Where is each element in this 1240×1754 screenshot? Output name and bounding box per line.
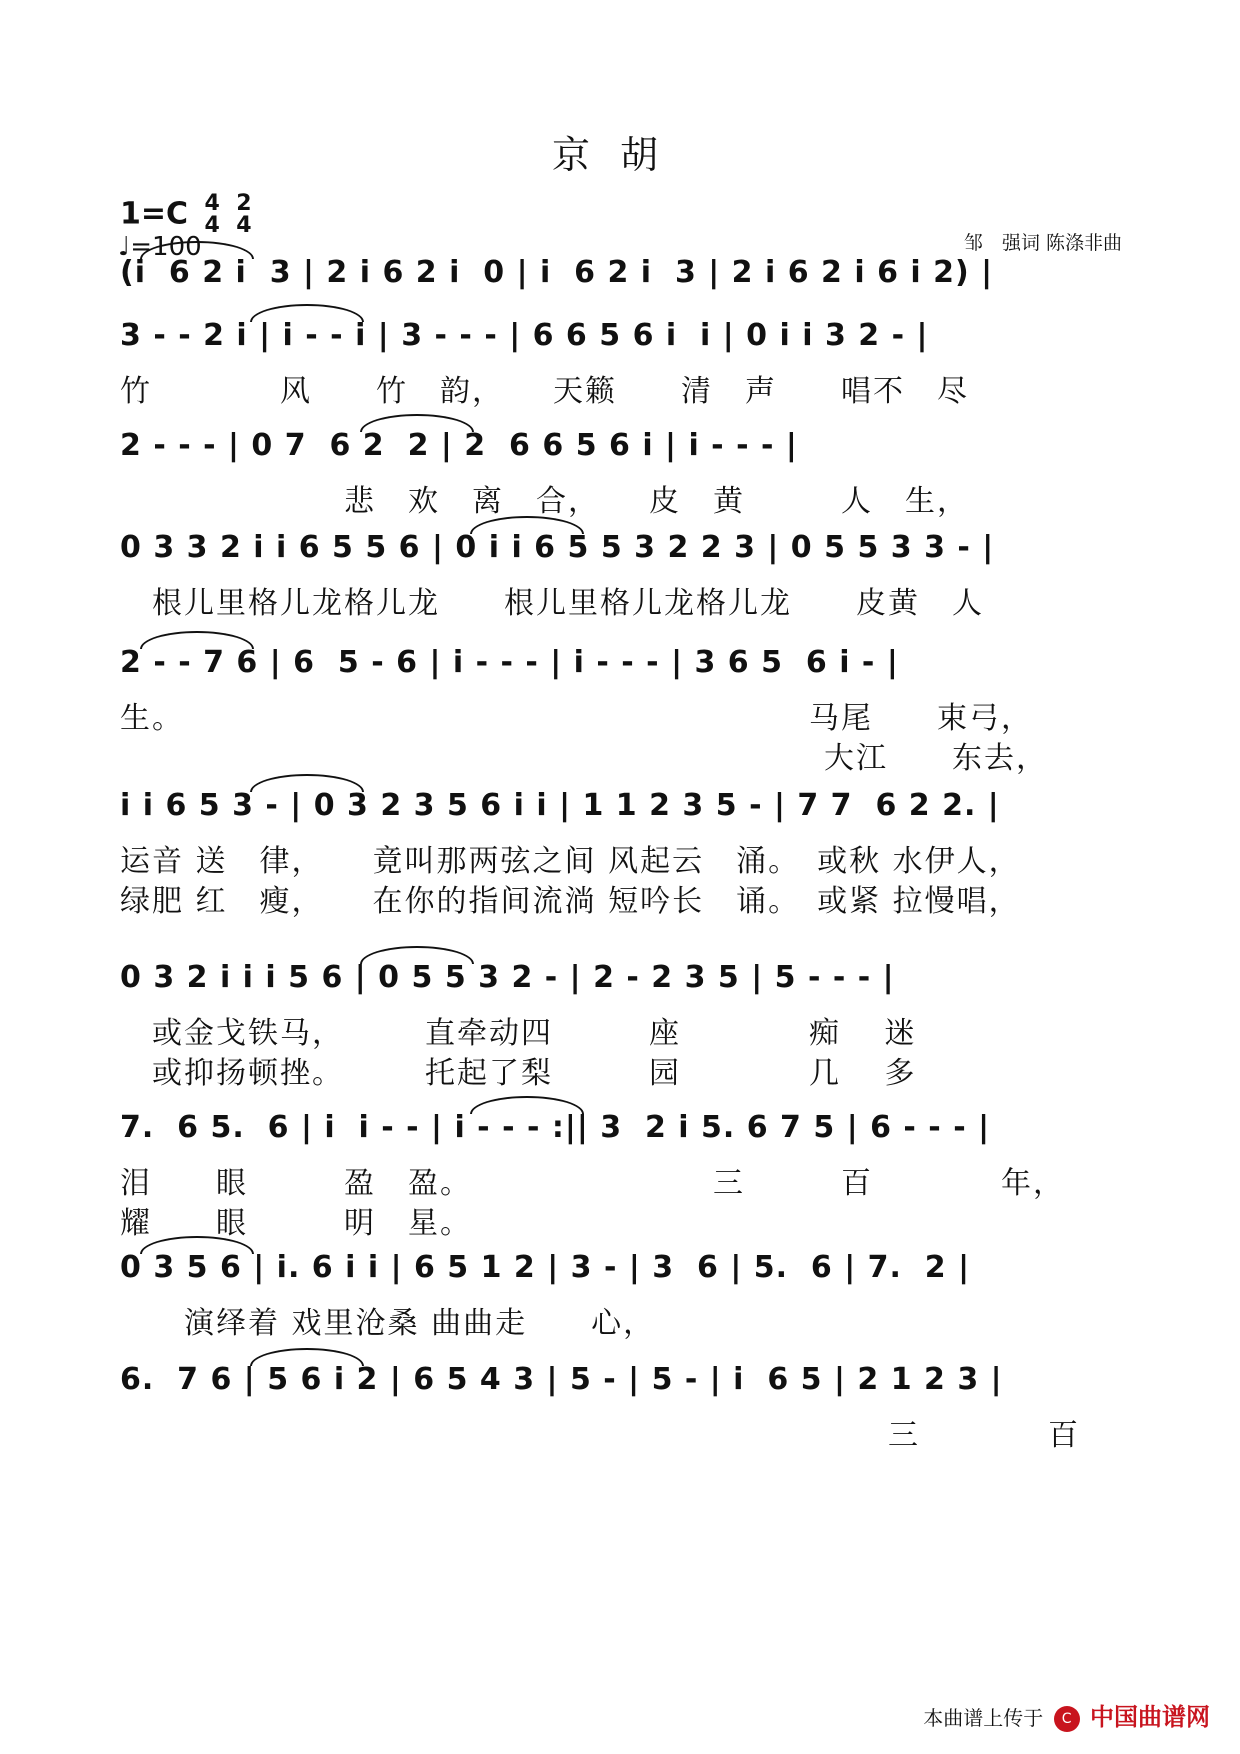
- notation-line: 6. 7 6 | 5 6 i 2 | 6 5 4 3 | 5 - | 5 - | i 6 5 | 2 1 2 3 |: [120, 1362, 1003, 1397]
- key-signature: [120, 193, 252, 237]
- credit-line: 邹 强词 陈涤非曲: [963, 232, 1122, 254]
- slur-mark: [470, 1096, 584, 1114]
- time-signature-2: 2 4: [236, 191, 252, 238]
- lyric-line: 三 百: [120, 1418, 1080, 1453]
- site-logo-icon: C: [1054, 1706, 1080, 1732]
- footer: [923, 1697, 1210, 1733]
- lyric-line: 或金戈铁马， 直牵动四 座 痴 迷: [120, 1016, 917, 1051]
- footer-brand: 中国曲谱网: [1090, 1702, 1210, 1731]
- score-title: 京胡: [551, 133, 688, 177]
- lyric-line: 绿肥 红 瘦， 在你的指间流淌 短吟长 诵。 或紧 拉慢唱，: [120, 884, 1021, 919]
- lyric-line: 悲 欢 离 合， 皮 黄 人 生，: [120, 484, 969, 519]
- notation-line: 7. 6 5. 6 | i i - - | i - - - :|| 3 2 i 5. 6 7 5 | 6 - - - |: [120, 1110, 991, 1145]
- slur-mark: [250, 304, 364, 322]
- lyric-line: 耀 眼 明 星。: [120, 1206, 472, 1241]
- notation-line: 2 - - - | 0 7 6 2 2 | 2 6 6 5 6 i | i - - - |: [120, 428, 798, 463]
- lyric-line: 或抑扬顿挫。 托起了梨 园 几 多: [120, 1056, 917, 1091]
- lyric-line: 生。 马尾 束弓，: [120, 701, 1033, 736]
- notation-line: 0 3 3 2 i i 6 5 5 6 | 0 i i 6 5 5 3 2 2 3 | 0 5 5 3 3 - |: [120, 530, 995, 565]
- lyric-line: 演绎着 戏里沧桑 曲曲走 心，: [120, 1306, 656, 1341]
- time-signature-1: 4 4: [204, 191, 220, 238]
- tempo-marking: ♩=100: [118, 232, 202, 262]
- lyric-line: 根儿里格儿龙格儿龙 根儿里格儿龙格儿龙 皮黄 人: [120, 586, 984, 621]
- slur-mark: [360, 414, 474, 432]
- notation-line: 0 3 2 i i i 5 6 | 0 5 5 3 2 - | 2 - 2 3 5 | 5 - - - |: [120, 960, 895, 995]
- slur-mark: [250, 1348, 364, 1366]
- slur-mark: [360, 946, 474, 964]
- notation-line: 2 - - 7 6 | 6 5 - 6 | i - - - | i - - - | 3 6 5 6 i - |: [120, 645, 899, 680]
- notation-line: 0 3 5 6 | i. 6 i i | 6 5 1 2 | 3 - | 3 6 | 5. 6 | 7. 2 |: [120, 1250, 971, 1285]
- lyric-line: 竹 风 竹 韵， 天籁 清 声 唱不 尽: [120, 374, 969, 409]
- lyric-line: 泪 眼 盈 盈。 三 百 年，: [120, 1166, 1065, 1201]
- notation-line: i i 6 5 3 - | 0 3 2 3 5 6 i i | 1 1 2 3 5 - | 7 7 6 2 2. |: [120, 788, 1000, 823]
- notation-line: (i 6 2 i 3 | 2 i 6 2 i 0 | i 6 2 i 3 | 2 i 6 2 i 6 i 2) |: [120, 255, 994, 290]
- key-label: 1=C: [120, 196, 189, 232]
- lyric-line: 大江 东去，: [120, 741, 1048, 776]
- notation-line: 3 - - 2 i | i - - i | 3 - - - | 6 6 5 6 i i | 0 i i 3 2 - |: [120, 318, 929, 353]
- slur-mark: [140, 631, 254, 649]
- lyric-line: 运音 送 律， 竟叫那两弦之间 风起云 涌。 或秋 水伊人，: [120, 844, 1021, 879]
- footer-prefix: 本曲谱上传于: [923, 1705, 1044, 1730]
